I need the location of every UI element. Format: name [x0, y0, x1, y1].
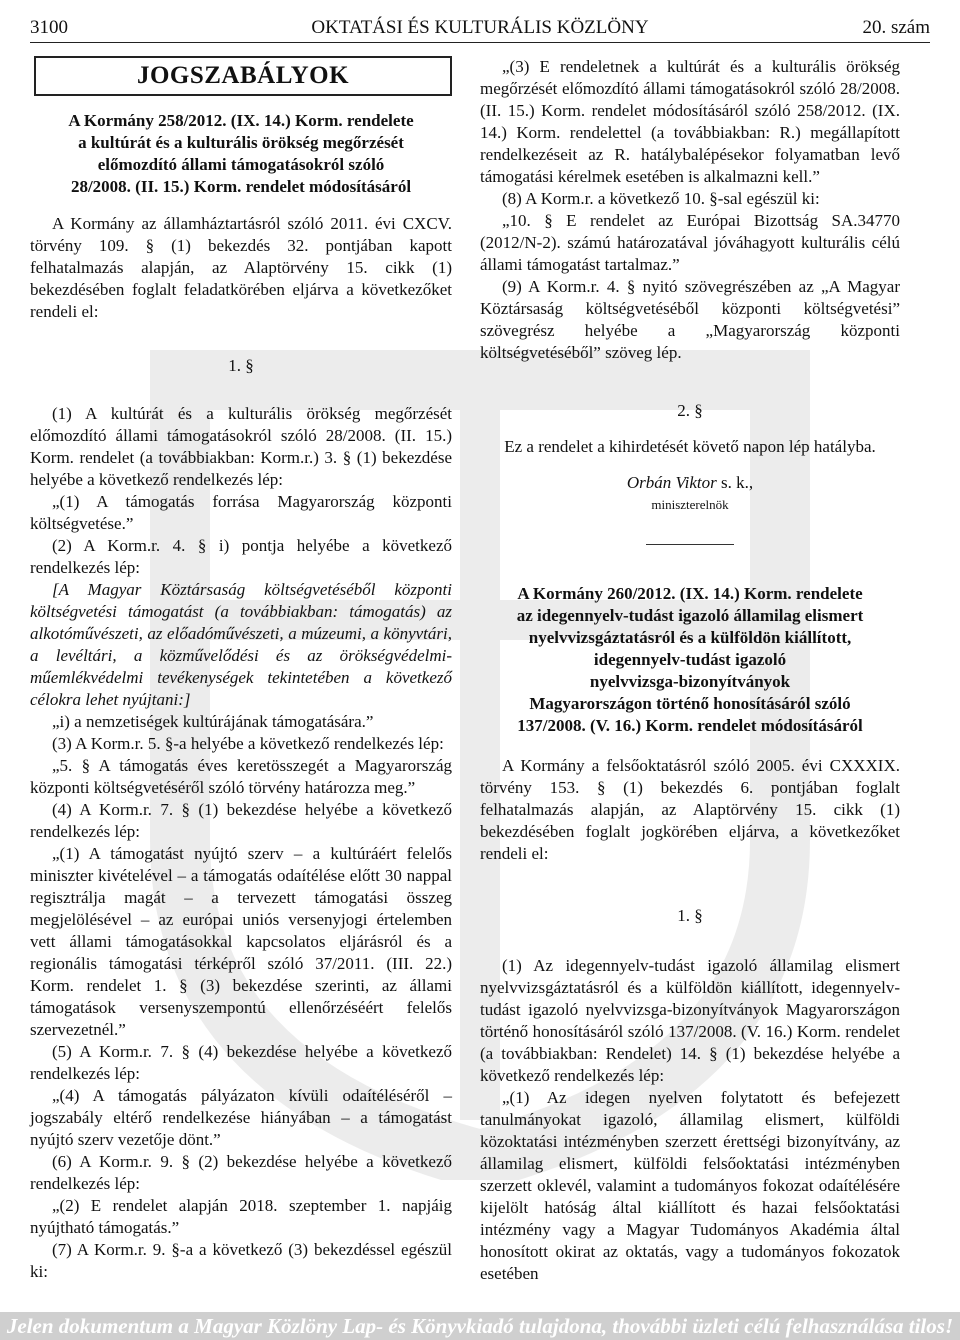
- paragraph: „10. § E rendelet az Európai Bizottság SA.34770 (2012/N-2). számú határozatával jóváhagyott kulturális célú állami támogatást tartalmaz.”: [480, 211, 900, 274]
- page-number: 3100: [30, 17, 68, 38]
- paragraph: „(1) Az idegen nyelven folytatott és befejezett tanulmányokat igazoló, államilag elismert, külföldi közoktatási intézményben szerzett érettségi bizonyítvány, az államilag elismert, külföldi felsőoktatási intézményben szerzett oklevél, valamint a tudományos fokozat odaítélésére kijelölt hatóság által kiállított és hazai felsőoktatási intézmény vagy a Magyar Tudományos Akadémia által honosított okirat az oktatás, vagy a tudományos fokozatok esetében: [480, 1088, 900, 1283]
- decree2-title-line: nyelvvizsga-bizonyítványok: [589, 672, 791, 691]
- paragraph: „(1) A támogatás forrása Magyarország központi költségvetése.”: [30, 492, 452, 533]
- paragraph: (1) Az idegennyelv-tudást igazoló államilag elismert nyelvvizsgáztatásról és a külföldön kiállított, idegennyelv-tudást igazoló nyelvvizsga-bizonyítványok Magyarországon történő honosításáról szóló 137/2008. (V. 16.) Korm. rendelet (a továbbiakban: Rendelet) 14. § (1) bekezdése helyébe a következő rendelkezés lép:: [480, 956, 900, 1085]
- paragraph: „(4) A támogatás pályázaton kívüli odaítéléséről – jogszabály eltérő rendelkezése hiányában – a támogatást nyújtó szerv vezetője dönt.”: [30, 1086, 452, 1149]
- paragraph: (1) A kultúrát és a kulturális örökség megőrzését előmozdító állami támogatásokról szóló 28/2008. (II. 15.) Korm. rendelet (a továbbiakban: Korm.r.) 3. § (1) bekezdése helyébe a következő rendelkezés lép:: [30, 404, 452, 489]
- decree2-title-line: Magyarországon történő honosításáról szóló: [529, 694, 851, 713]
- paragraph: (7) A Korm.r. 9. §-a a következő (3) bekezdéssel egészül ki:: [30, 1240, 452, 1281]
- paragraph: (9) A Korm.r. 4. § nyitó szövegrészében az „A Magyar Köztársaság költségvetéséből központi költségvetési” szövegrész helyébe a „Magyarország központi költségvetéséből” szöveg lép.: [480, 277, 900, 362]
- decree1-title-line: 28/2008. (II. 15.) Korm. rendelet módosításáról: [70, 177, 412, 196]
- signer-suffix: s. k.,: [716, 473, 754, 492]
- paragraph: „(2) E rendelet alapján 2018. szeptember 1. napjáig nyújtható támogatás.”: [30, 1196, 452, 1237]
- paragraph: (8) A Korm.r. a következő 10. §-sal egészül ki:: [502, 189, 820, 208]
- paragraph: (6) A Korm.r. 9. § (2) bekezdése helyébe a következő rendelkezés lép:: [30, 1152, 452, 1193]
- decree1-title-line: előmozdító állami támogatásokról szóló: [97, 155, 385, 174]
- decree2-title-line: nyelvvizsgáztatásról és a külföldön kiállított,: [528, 628, 852, 647]
- decree2-title: [480, 583, 900, 737]
- paragraph: (4) A Korm.r. 7. § (1) bekezdése helyébe a következő rendelkezés lép:: [30, 800, 452, 841]
- decree1-preamble: A Kormány az államháztartásról szóló 2011. évi CXCV. törvény 109. § (1) bekezdés 32. pontjában kapott felhatalmazás alapján, az Alaptörvény 15. cikk (1) bekezdésében foglalt feladatkörében eljárva a következőket rendeli el:: [30, 214, 452, 321]
- effective-date-clause: Ez a rendelet a kihirdetését követő napon lép hatályba.: [504, 437, 876, 456]
- decree2-title-line: az idegennyelv-tudást igazoló államilag elismert: [516, 606, 864, 625]
- paragraph: „i) a nemzetiségek kultúrájának támogatására.”: [52, 712, 374, 731]
- signature-line: [480, 472, 900, 494]
- left-column: [30, 56, 452, 1283]
- paragraph: „5. § A támogatás éves keretösszegét a Magyarország központi költségvetéséről szóló törvény határozza meg.”: [30, 756, 452, 797]
- paragraph: (3) A Korm.r. 5. §-a helyébe a következő rendelkezés lép:: [52, 734, 444, 753]
- paragraph: (2) A Korm.r. 4. § i) pontja helyébe a következő rendelkezés lép:: [30, 536, 452, 577]
- section-2-heading: 2. §: [677, 401, 703, 420]
- signer-role: miniszterelnök: [651, 497, 729, 512]
- journal-title: OKTATÁSI ÉS KULTURÁLIS KÖZLÖNY: [311, 17, 649, 38]
- decree2-title-line: A Kormány 260/2012. (IX. 14.) Korm. rendelete: [517, 584, 863, 603]
- decree2-title-line: idegennyelv-tudást igazoló: [593, 650, 787, 669]
- running-header: [30, 14, 930, 43]
- paragraph: (5) A Korm.r. 7. § (4) bekezdése helyébe a következő rendelkezés lép:: [30, 1042, 452, 1083]
- decree1-title-line: a kultúrát és a kulturális örökség megőrzését: [78, 133, 404, 152]
- decree1-title: [30, 110, 452, 198]
- signer-name: Orbán Viktor: [626, 473, 717, 492]
- paragraph: „(3) E rendeletnek a kultúrát és a kulturális örökség megőrzését előmozdító állami támogatásokról szóló 28/2008. (II. 15.) Korm. rendelet módosításáról szóló 258/2012. (IX. 14.) Korm. rendelettel (a továbbiakban: R.) megállapított rendelkezéseit az R. hatálybalépésekor folyamatban levő támogatási kérelmek esetében is alkalmazni kell.”: [480, 57, 900, 186]
- decree2-title-line: 137/2008. (V. 16.) Korm. rendelet módosításáról: [517, 716, 863, 735]
- paragraph-italic: [A Magyar Köztársaság költségvetéséből központi költségvetési támogatást (a továbbiakban: támogatás) az alkotóművészeti, az előadóművészeti, a múzeumi, a könyvtári, a levéltári, a közművelődési és az örökségvédelmi-műemlékvédelmi tevékenységek tekintetében a következő célokra lehet nyújtani:]: [30, 580, 452, 709]
- section-1-heading: 1. §: [228, 356, 254, 375]
- paragraph: „(1) A támogatást nyújtó szerv – a kultúráért felelős miniszter kivételével – a támogatás odaítélése előtt 30 nappal regisztrálja magát – a tervezett támogatási összeg megjelölésével – az európai uniós versenyjogi értelemben vett állami támogatásokkal kapcsolatos eljárásról és a regionális támogatási térképről szóló 37/2011. (III. 22.) Korm. rendelet 1. § (3) bekezdése szerinti, az állami támogatások versenyszempontú ellenőrzéséért felelős szervezetnél.”: [30, 844, 452, 1039]
- decree1-title-line: A Kormány 258/2012. (IX. 14.) Korm. rendelete: [68, 111, 414, 130]
- copyright-watermark-footer: Jelen dokumentum a Magyar Közlöny Lap- és Könyvkiadó tulajdona, thovábbi üzleti célú felhasználása tilos!: [0, 1312, 960, 1340]
- section-heading-box: JOGSZABÁLYOK: [34, 56, 452, 96]
- issue-number: 20. szám: [862, 17, 930, 38]
- decree2-preamble: A Kormány a felsőoktatásról szóló 2005. évi CXXXIX. törvény 153. § (1) bekezdés 6. pontjában foglalt felhatalmazás alapján, az Alaptörvény 15. cikk (1) bekezdésében foglalt jogkörében eljárva, a következőket rendeli el:: [480, 756, 900, 863]
- right-column: [480, 56, 900, 1285]
- section-1-heading: 1. §: [677, 906, 703, 925]
